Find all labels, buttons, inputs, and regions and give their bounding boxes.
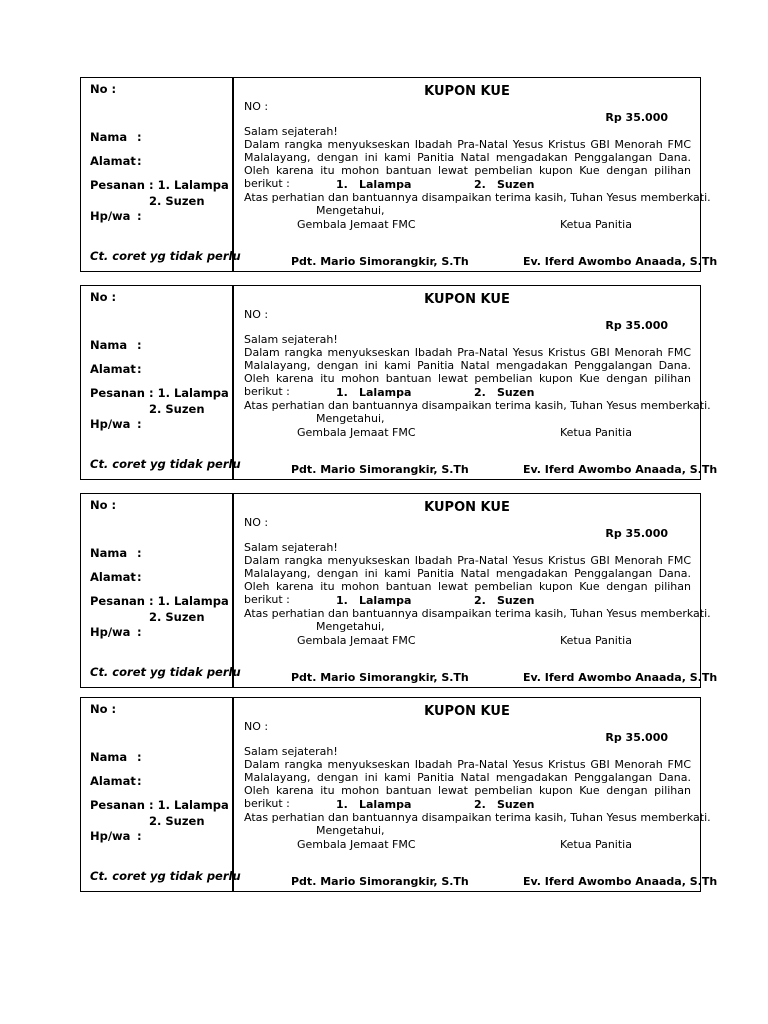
coupon — [80, 285, 718, 480]
coupon-body-text: Dalam rangka menyukseskan Ibadah Pra-Natal Yesus Kristus GBI Menorah FMC Malalayang, dengan ini kami Panitia Natal mengadakan Penggalangan Dana. Oleh karena itu mohon bantuan lewat pembelian kupon Kue dengan pilihan berikut : — [244, 346, 691, 398]
signature-left-name: Pdt. Mario Simorangkir, S.Th — [291, 875, 469, 888]
stub-hpwa-label: Hp/wa — [90, 417, 131, 431]
coupon-title: KUPON KUE — [424, 292, 510, 307]
coupon — [80, 77, 718, 272]
coupon-known: Mengetahui, — [316, 204, 385, 217]
stub-hpwa-colon: : — [137, 625, 142, 639]
stub-pesanan-label: Pesanan : 1. Lalampa — [90, 386, 229, 400]
stub-hpwa-label: Hp/wa — [90, 209, 131, 223]
signature-right-name: Ev. Iferd Awombo Anaada, S.Th — [523, 255, 718, 268]
coupon — [80, 493, 718, 688]
option-1-number: 1. — [336, 178, 348, 191]
coupon-greeting: Salam sejaterah! — [244, 745, 338, 758]
option-1-label: Lalampa — [359, 798, 412, 811]
stub-alamat-colon: : — [137, 570, 142, 584]
coupon-stub — [81, 494, 241, 687]
coupon-stub — [81, 286, 241, 479]
stub-alamat-colon: : — [137, 154, 142, 168]
stub-pesanan-label: Pesanan : 1. Lalampa — [90, 594, 229, 608]
stub-alamat-colon: : — [137, 362, 142, 376]
coupon-stub — [81, 78, 241, 271]
signature-right-role: Ketua Panitia — [560, 426, 632, 439]
coupon — [80, 697, 718, 892]
signature-left-role: Gembala Jemaat FMC — [297, 218, 416, 231]
stub-no-label: No : — [90, 702, 117, 716]
stub-nama-colon: : — [137, 750, 142, 764]
coupon-main — [234, 286, 718, 479]
option-2-label: Suzen — [497, 386, 535, 399]
stub-nama-label: Nama — [90, 546, 128, 560]
coupon-greeting: Salam sejaterah! — [244, 541, 338, 554]
stub-pesanan-label: Pesanan : 1. Lalampa — [90, 178, 229, 192]
coupon-title: KUPON KUE — [424, 84, 510, 99]
signature-right-role: Ketua Panitia — [560, 218, 632, 231]
coupon-no-label: NO : — [244, 100, 269, 113]
coupon-price: Rp 35.000 — [605, 319, 668, 332]
coupon-thanks: Atas perhatian dan bantuannya disampaikan terima kasih, Tuhan Yesus memberkati. — [244, 811, 711, 824]
stub-nama-label: Nama — [90, 750, 128, 764]
stub-hpwa-colon: : — [137, 209, 142, 223]
option-2-label: Suzen — [497, 798, 535, 811]
stub-hpwa-label: Hp/wa — [90, 829, 131, 843]
option-2-number: 2. — [474, 178, 486, 191]
stub-nama-label: Nama — [90, 130, 128, 144]
stub-pesanan-option-2: 2. Suzen — [149, 814, 205, 828]
option-2-number: 2. — [474, 386, 486, 399]
stub-nama-colon: : — [137, 130, 142, 144]
option-1-number: 1. — [336, 798, 348, 811]
option-2-number: 2. — [474, 798, 486, 811]
stub-alamat-label: Alamat — [90, 154, 136, 168]
coupon-body-text: Dalam rangka menyukseskan Ibadah Pra-Natal Yesus Kristus GBI Menorah FMC Malalayang, dengan ini kami Panitia Natal mengadakan Penggalangan Dana. Oleh karena itu mohon bantuan lewat pembelian kupon Kue dengan pilihan berikut : — [244, 758, 691, 810]
coupon-no-label: NO : — [244, 516, 269, 529]
stub-pesanan-option-2: 2. Suzen — [149, 402, 205, 416]
option-1-number: 1. — [336, 594, 348, 607]
option-1-label: Lalampa — [359, 386, 412, 399]
coupon-thanks: Atas perhatian dan bantuannya disampaikan terima kasih, Tuhan Yesus memberkati. — [244, 399, 711, 412]
stub-no-label: No : — [90, 498, 117, 512]
coupon-thanks: Atas perhatian dan bantuannya disampaikan terima kasih, Tuhan Yesus memberkati. — [244, 191, 711, 204]
signature-right-role: Ketua Panitia — [560, 838, 632, 851]
stub-alamat-label: Alamat — [90, 774, 136, 788]
signature-left-role: Gembala Jemaat FMC — [297, 634, 416, 647]
coupon-no-label: NO : — [244, 720, 269, 733]
option-1-label: Lalampa — [359, 178, 412, 191]
stub-pesanan-option-2: 2. Suzen — [149, 194, 205, 208]
stub-alamat-label: Alamat — [90, 570, 136, 584]
signature-right-name: Ev. Iferd Awombo Anaada, S.Th — [523, 875, 718, 888]
signature-right-role: Ketua Panitia — [560, 634, 632, 647]
option-2-number: 2. — [474, 594, 486, 607]
signature-left-name: Pdt. Mario Simorangkir, S.Th — [291, 255, 469, 268]
stub-hpwa-colon: : — [137, 829, 142, 843]
coupon-thanks: Atas perhatian dan bantuannya disampaikan terima kasih, Tuhan Yesus memberkati. — [244, 607, 711, 620]
coupon-body-text: Dalam rangka menyukseskan Ibadah Pra-Natal Yesus Kristus GBI Menorah FMC Malalayang, dengan ini kami Panitia Natal mengadakan Penggalangan Dana. Oleh karena itu mohon bantuan lewat pembelian kupon Kue dengan pilihan berikut : — [244, 554, 691, 606]
coupon-main — [234, 78, 718, 271]
coupon-known: Mengetahui, — [316, 412, 385, 425]
stub-alamat-colon: : — [137, 774, 142, 788]
coupon-price: Rp 35.000 — [605, 527, 668, 540]
stub-note: Ct. coret yg tidak perlu — [90, 665, 241, 679]
stub-nama-colon: : — [137, 338, 142, 352]
stub-hpwa-colon: : — [137, 417, 142, 431]
stub-nama-colon: : — [137, 546, 142, 560]
stub-hpwa-label: Hp/wa — [90, 625, 131, 639]
option-2-label: Suzen — [497, 594, 535, 607]
signature-left-role: Gembala Jemaat FMC — [297, 838, 416, 851]
stub-no-label: No : — [90, 290, 117, 304]
coupon-title: KUPON KUE — [424, 500, 510, 515]
coupon-greeting: Salam sejaterah! — [244, 125, 338, 138]
signature-right-name: Ev. Iferd Awombo Anaada, S.Th — [523, 671, 718, 684]
option-1-label: Lalampa — [359, 594, 412, 607]
coupon-known: Mengetahui, — [316, 620, 385, 633]
coupon-greeting: Salam sejaterah! — [244, 333, 338, 346]
stub-pesanan-option-2: 2. Suzen — [149, 610, 205, 624]
option-2-label: Suzen — [497, 178, 535, 191]
stub-note: Ct. coret yg tidak perlu — [90, 249, 241, 263]
stub-note: Ct. coret yg tidak perlu — [90, 457, 241, 471]
signature-left-name: Pdt. Mario Simorangkir, S.Th — [291, 671, 469, 684]
coupon-price: Rp 35.000 — [605, 111, 668, 124]
option-1-number: 1. — [336, 386, 348, 399]
coupon-known: Mengetahui, — [316, 824, 385, 837]
coupon-body-text: Dalam rangka menyukseskan Ibadah Pra-Natal Yesus Kristus GBI Menorah FMC Malalayang, dengan ini kami Panitia Natal mengadakan Penggalangan Dana. Oleh karena itu mohon bantuan lewat pembelian kupon Kue dengan pilihan berikut : — [244, 138, 691, 190]
stub-no-label: No : — [90, 82, 117, 96]
coupon-title: KUPON KUE — [424, 704, 510, 719]
coupon-main — [234, 698, 718, 891]
coupon-main — [234, 494, 718, 687]
stub-pesanan-label: Pesanan : 1. Lalampa — [90, 798, 229, 812]
signature-left-role: Gembala Jemaat FMC — [297, 426, 416, 439]
signature-right-name: Ev. Iferd Awombo Anaada, S.Th — [523, 463, 718, 476]
stub-alamat-label: Alamat — [90, 362, 136, 376]
coupon-stub — [81, 698, 241, 891]
stub-note: Ct. coret yg tidak perlu — [90, 869, 241, 883]
coupon-no-label: NO : — [244, 308, 269, 321]
coupon-price: Rp 35.000 — [605, 731, 668, 744]
signature-left-name: Pdt. Mario Simorangkir, S.Th — [291, 463, 469, 476]
stub-nama-label: Nama — [90, 338, 128, 352]
